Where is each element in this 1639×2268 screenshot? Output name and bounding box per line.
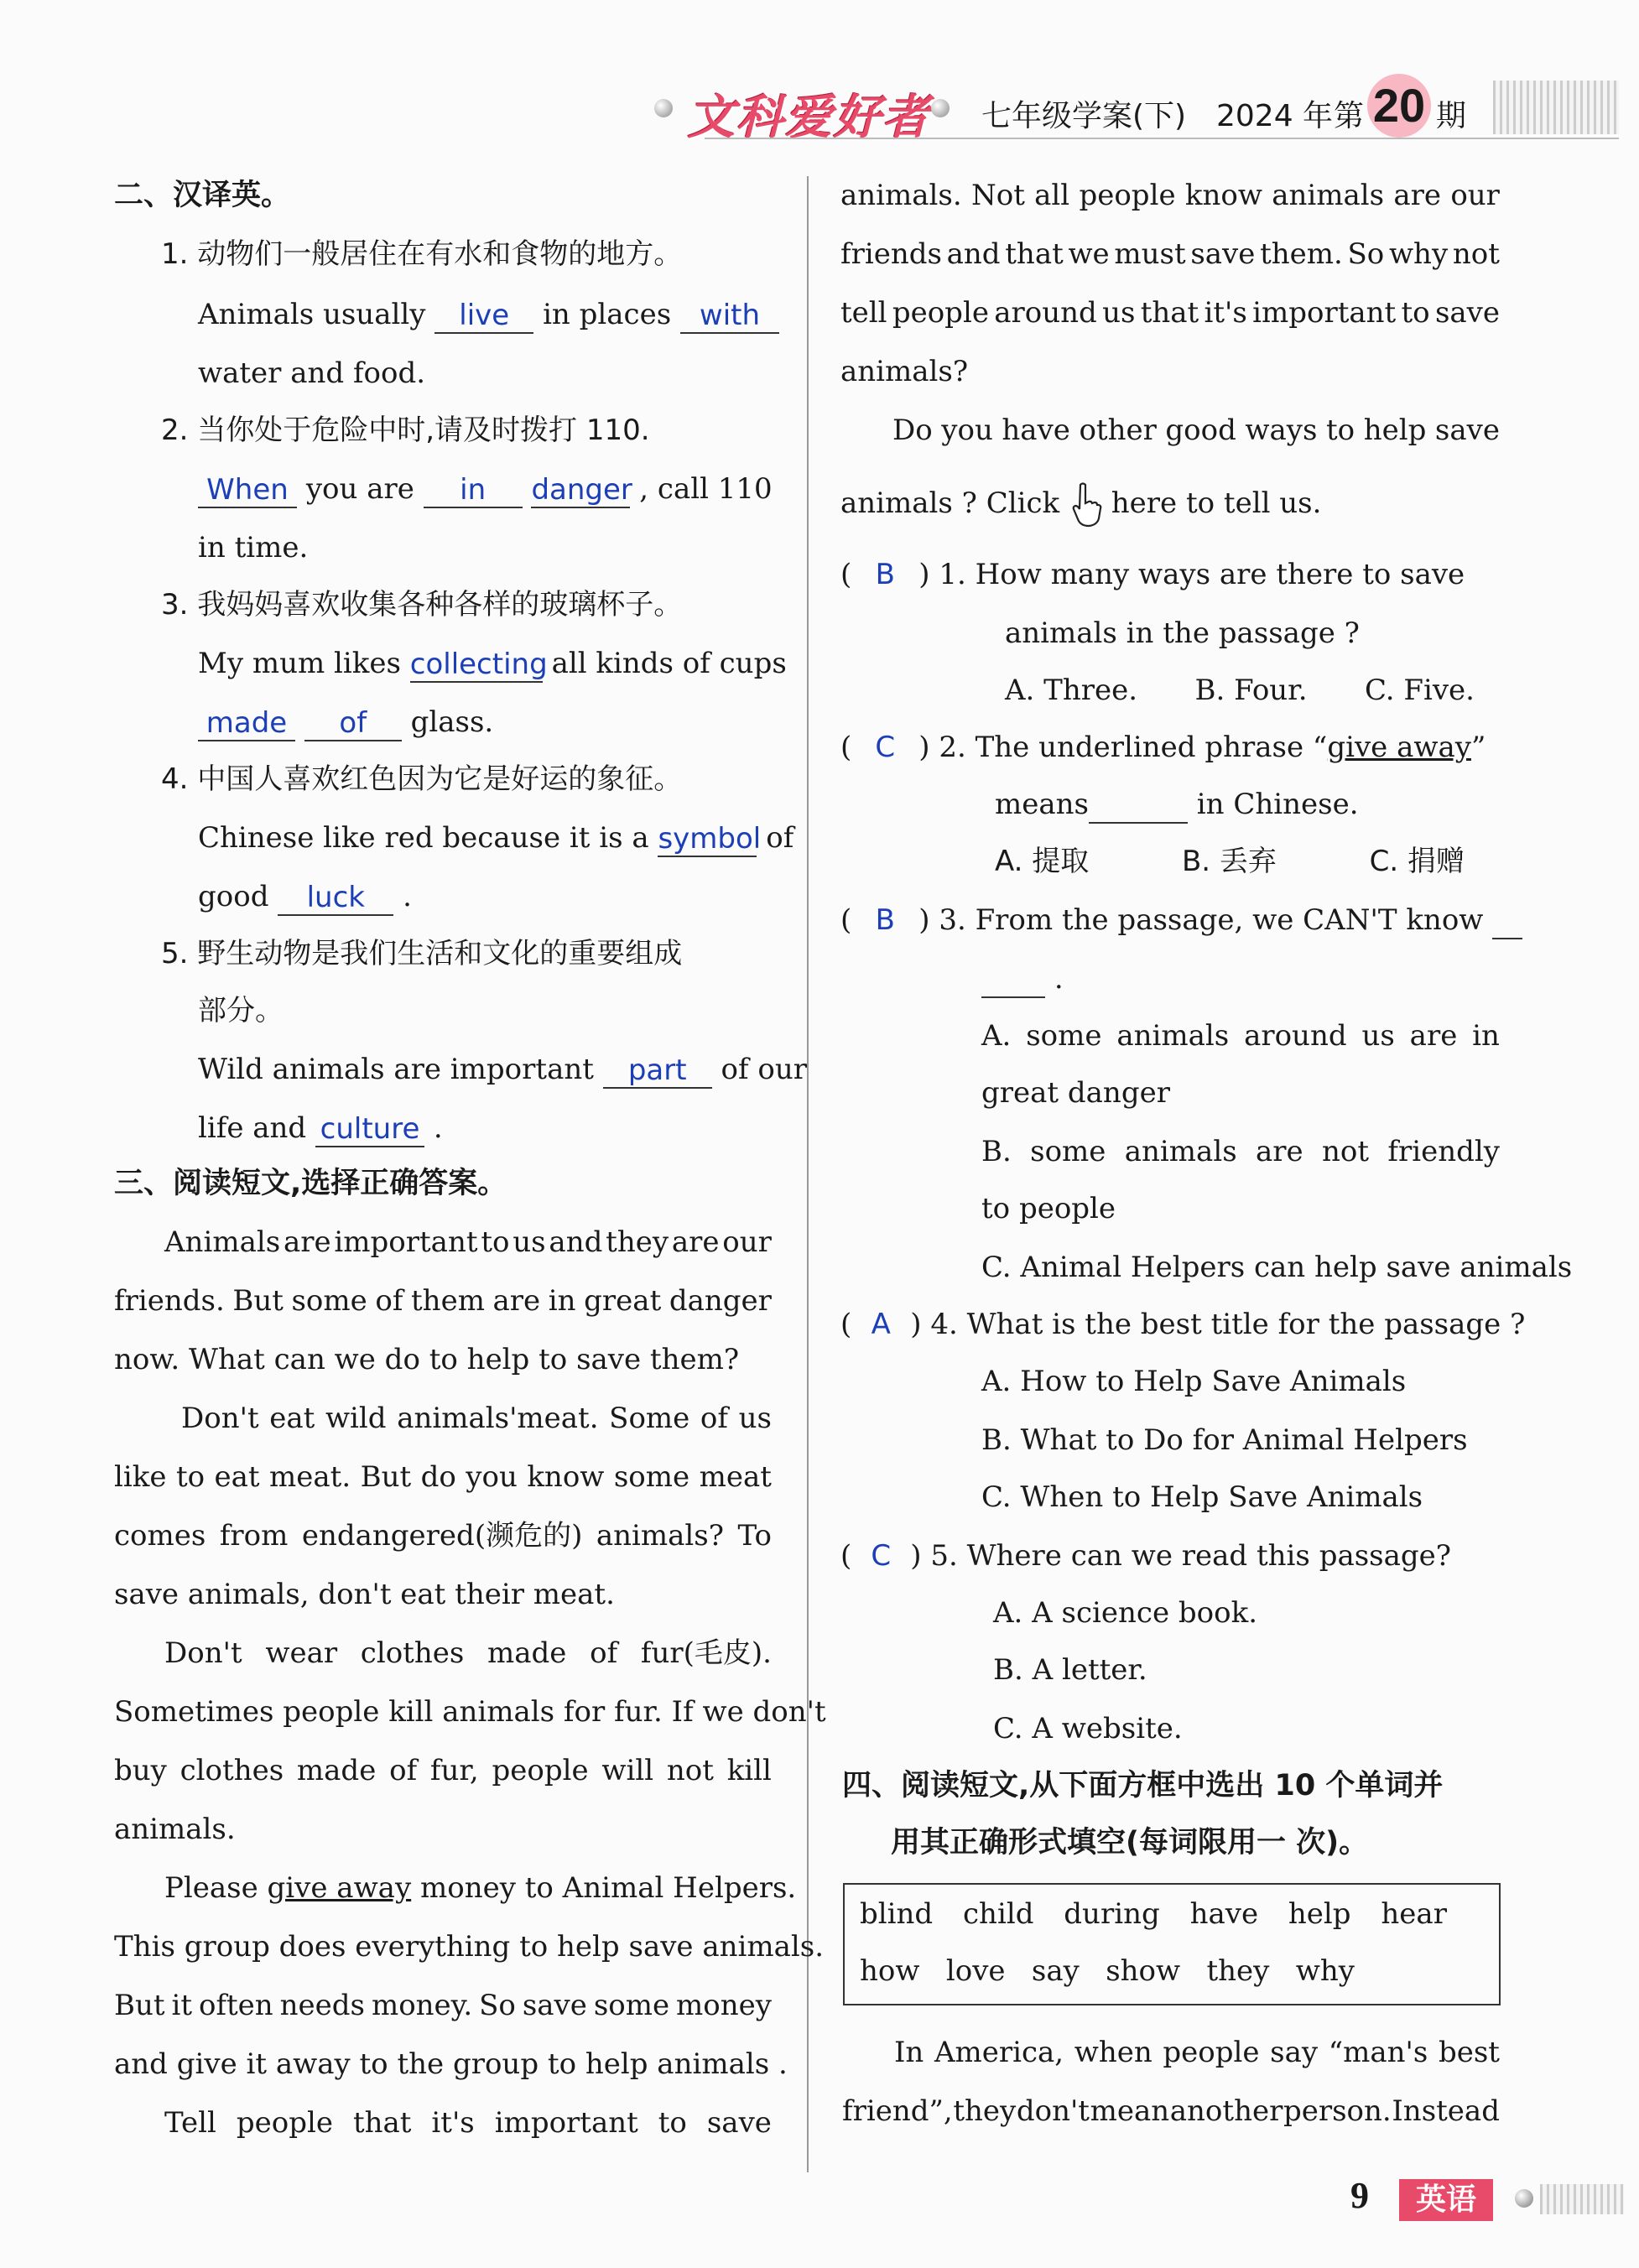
- q4-english-cont: good luck .: [198, 880, 412, 914]
- bullet-dot-icon: [931, 99, 950, 117]
- section-4-title: 四、阅读短文,从下面方框中选出 10 个单词并: [842, 1769, 1444, 1802]
- decor-stripes: [1540, 2184, 1624, 2214]
- passage-line: buy clothes made of fur, people will not kill: [114, 1754, 772, 1787]
- q2-chinese: 2. 当你处于危险中时,请及时拨打 110.: [161, 414, 650, 447]
- mc-options-2: A. 提取 B. 丢弃 C. 捐赠: [995, 845, 1465, 878]
- passage-line: Do you have other good ways to help save: [892, 414, 1500, 447]
- q3-chinese: 3. 我妈妈喜欢收集各种各样的玻璃杯子。: [161, 588, 683, 622]
- q1-english-cont: water and food.: [198, 356, 426, 390]
- pointing-hand-icon: [1069, 481, 1102, 528]
- header-rule: [705, 138, 1619, 139]
- passage-line: friends and that we must save them. So why not: [840, 237, 1500, 271]
- mc-option-5a: A. A science book.: [993, 1596, 1257, 1630]
- mc-option-5c: C. A website.: [993, 1712, 1183, 1745]
- word-item: show: [1106, 1954, 1181, 1988]
- mc-answer-1: B: [875, 558, 895, 591]
- word-item: they: [1206, 1954, 1270, 1988]
- mc-option-3b-cont: to people: [981, 1192, 1116, 1225]
- passage-line: Please give away money to Animal Helpers.: [164, 1871, 797, 1905]
- section-3-title: 三、阅读短文,选择正确答案。: [114, 1167, 507, 1200]
- mc-question-4: ( A ) 4. What is the best title for the passage ?: [840, 1305, 1525, 1344]
- passage-line: tell people around us that it's important to save: [840, 296, 1500, 330]
- passage-line: friend”, they don't mean another person. Instead: [842, 2094, 1500, 2128]
- q5-english-cont: life and culture .: [198, 1111, 443, 1146]
- passage-line: friends. But some of them are in great danger: [114, 1284, 772, 1318]
- subject-badge: 英语: [1399, 2179, 1493, 2221]
- passage-line: In America, when people say “man's best: [894, 2036, 1500, 2069]
- passage-line: animals ? Click here to tell us.: [840, 481, 1321, 528]
- passage-line: Sometimes people kill animals for fur. If we don't: [114, 1695, 826, 1729]
- bullet-dot-icon: [1515, 2189, 1533, 2208]
- word-item: why: [1295, 1954, 1355, 1988]
- q4-english: Chinese like red because it is a symbol of: [198, 821, 794, 856]
- q2-answer-3: danger: [531, 473, 632, 507]
- q5-chinese-cont: 部分。: [198, 994, 284, 1027]
- mc-question-5: ( C ) 5. Where can we read this passage?: [840, 1537, 1451, 1575]
- word-box: [843, 1883, 1501, 2005]
- mc-question-1-cont: animals in the passage ?: [1005, 616, 1360, 650]
- mc-option-3a-cont: great danger: [981, 1076, 1170, 1110]
- q5-chinese: 5. 野生动物是我们生活和文化的重要组成: [161, 937, 683, 970]
- word-item: during: [1064, 1897, 1160, 1931]
- passage-line: Don't eat wild animals'meat. Some of us: [181, 1402, 772, 1435]
- q3-english: My mum likes collecting all kinds of cups: [198, 647, 787, 681]
- underlined-phrase: give away: [267, 1871, 412, 1905]
- mc-question-3-cont: .: [981, 960, 1064, 998]
- q3-answer-1: collecting: [409, 648, 548, 681]
- section-2-title: 二、汉译英。: [114, 179, 291, 212]
- q1-chinese: 1. 动物们一般居住在有水和食物的地方。: [161, 237, 683, 271]
- q3-answer-3: of: [304, 706, 402, 741]
- word-item: blind: [860, 1897, 934, 1931]
- mc-options-1: A. Three. B. Four. C. Five.: [1005, 674, 1475, 707]
- passage-line: Don't wear clothes made of fur(毛皮).: [164, 1636, 772, 1670]
- word-item: child: [963, 1897, 1034, 1931]
- passage-line: comes from endangered(濒危的) animals? To: [114, 1519, 772, 1553]
- mc-option-4b: B. What to Do for Animal Helpers: [981, 1423, 1468, 1457]
- passage-line: animals.: [114, 1813, 236, 1846]
- bullet-dot-icon: [654, 99, 673, 117]
- word-item: love: [945, 1954, 1006, 1988]
- mc-option-3c: C. Animal Helpers can help save animals: [981, 1251, 1573, 1284]
- q1-answer-1: live: [434, 299, 533, 334]
- q5-english: Wild animals are important part of our: [198, 1053, 808, 1087]
- mc-question-2-cont: means in Chinese.: [995, 785, 1359, 824]
- issue-prefix: 第: [1334, 99, 1365, 133]
- q1-answer-2: with: [680, 299, 779, 334]
- word-item: help: [1288, 1897, 1351, 1931]
- word-item: hear: [1381, 1897, 1447, 1931]
- page-number: 9: [1350, 2175, 1369, 2216]
- decor-stripes: [1493, 81, 1619, 134]
- word-item: say: [1031, 1954, 1080, 1988]
- q2-english: When you are in danger , call 110: [198, 470, 773, 508]
- mc-answer-4: A: [871, 1308, 891, 1341]
- word-row: [860, 1952, 1355, 1990]
- passage-line: save animals, don't eat their meat.: [114, 1578, 615, 1611]
- q2-answer-1: When: [198, 473, 297, 508]
- issue-suffix: 期: [1436, 99, 1467, 133]
- mc-option-4a: A. How to Help Save Animals: [981, 1365, 1407, 1398]
- passage-line: now. What can we do to help to save them?: [114, 1343, 740, 1376]
- q4-chinese: 4. 中国人喜欢红色因为它是好运的象征。: [161, 762, 683, 796]
- q2-english-cont: in time.: [198, 531, 309, 564]
- mc-option-3a: A. some animals around us are in: [981, 1019, 1500, 1053]
- issue-number: 20: [1367, 74, 1431, 138]
- passage-line: Animals are important to us and they are our: [164, 1225, 772, 1259]
- q1-english: Animals usually live in places with: [198, 295, 779, 334]
- q4-answer-1: symbol: [658, 822, 762, 856]
- passage-line: and give it away to the group to help animals .: [114, 2047, 788, 2081]
- column-divider: [807, 176, 809, 2172]
- q2-answer-2: in: [424, 473, 523, 508]
- year-label: 2024 年: [1216, 99, 1334, 133]
- passage-line: Tell people that it's important to save: [164, 2106, 772, 2140]
- q3-answer-2: made: [198, 706, 295, 741]
- grade-label: 七年级学案(下): [981, 99, 1187, 133]
- passage-line: This group does everything to help save animals.: [114, 1930, 825, 1964]
- mc-question-3: ( B ) 3. From the passage, we CAN'T know: [840, 901, 1522, 939]
- mc-answer-3: B: [875, 903, 895, 937]
- q5-answer-2: culture: [315, 1112, 424, 1147]
- mc-answer-5: C: [871, 1539, 892, 1573]
- mc-option-4c: C. When to Help Save Animals: [981, 1480, 1423, 1514]
- word-item: how: [860, 1954, 920, 1988]
- mc-option-5b: B. A letter.: [993, 1653, 1147, 1687]
- mc-answer-2: C: [875, 731, 896, 764]
- mc-option-3b: B. some animals are not friendly: [981, 1135, 1500, 1168]
- mc-question-1: ( B ) 1. How many ways are there to save: [840, 555, 1500, 594]
- passage-line: like to eat meat. But do you know some meat: [114, 1460, 772, 1494]
- passage-line: But it often needs money. So save some money: [114, 1989, 772, 2022]
- section-4-title-cont: 用其正确形式填空(每词限用一 次)。: [891, 1826, 1369, 1860]
- word-item: have: [1189, 1897, 1259, 1931]
- passage-line: animals?: [840, 355, 969, 388]
- q3-english-cont: made of glass.: [198, 703, 493, 741]
- q5-answer-1: part: [603, 1053, 712, 1089]
- q4-answer-2: luck: [278, 881, 393, 916]
- brand-logo: 文科爱好者: [688, 91, 931, 145]
- word-row: [860, 1895, 1447, 1933]
- passage-line: animals. Not all people know animals are our: [840, 179, 1500, 212]
- mc-question-2: ( C ) 2. The underlined phrase “give away”: [840, 728, 1486, 767]
